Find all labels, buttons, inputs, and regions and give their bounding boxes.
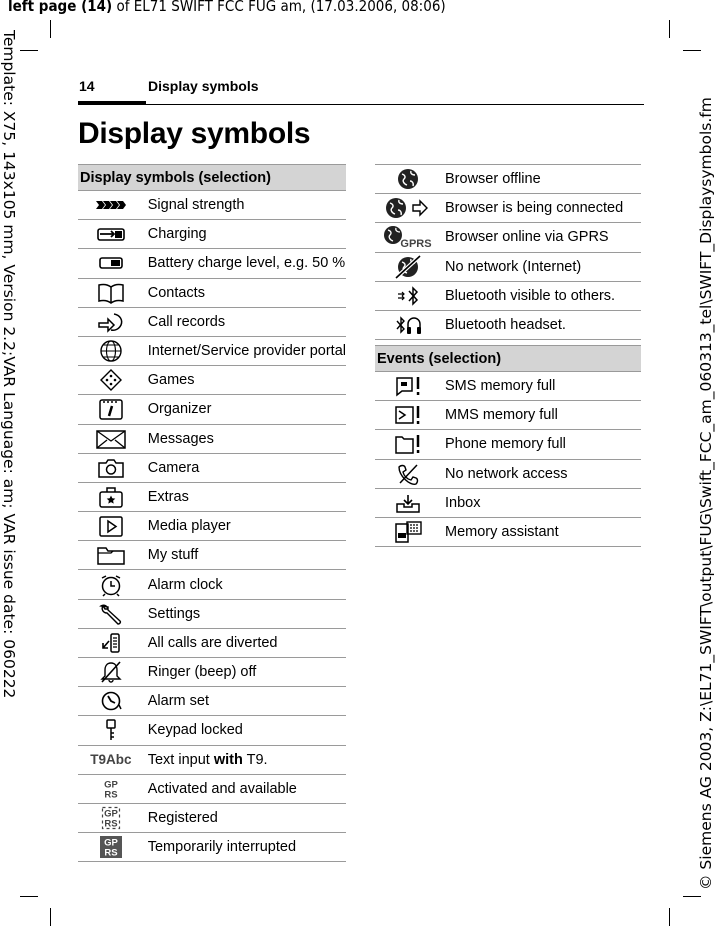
table-row	[375, 517, 641, 546]
mms-full-icon	[393, 404, 423, 426]
list-item: Messages	[144, 424, 346, 453]
list-item: No network (Internet)	[441, 252, 641, 281]
list-item: MMS memory full	[441, 401, 641, 430]
crop-mark	[50, 20, 51, 38]
list-item	[144, 745, 346, 774]
alarm-set-icon	[96, 690, 126, 712]
crop-mark	[683, 896, 701, 897]
browser-offline-icon	[393, 168, 423, 190]
call-records-icon	[96, 311, 126, 333]
ringer-off-icon	[96, 661, 126, 683]
table-row	[375, 488, 641, 517]
folder-icon	[96, 544, 126, 566]
crop-mark	[669, 20, 670, 38]
crop-mark	[683, 50, 701, 51]
list-item: Inbox	[441, 488, 641, 517]
list-item: Settings	[144, 599, 346, 628]
table-row	[78, 278, 346, 307]
crop-mark	[50, 908, 51, 926]
phone-memory-full-icon	[393, 433, 423, 455]
table-row	[375, 310, 641, 339]
table-row	[78, 833, 346, 862]
template-info-text: Template: X75, 143x105 mm, Version 2.2;VAR Language: am; VAR issue date: 060222	[0, 30, 18, 699]
events-table	[375, 345, 641, 547]
table-row	[78, 774, 346, 803]
divert-icon	[96, 632, 126, 654]
t9-icon: T9Abc	[90, 751, 132, 767]
battery-icon	[96, 252, 126, 274]
list-item: Contacts	[144, 278, 346, 307]
crop-mark	[669, 908, 670, 926]
table-header: Display symbols (selection)	[78, 165, 346, 191]
contacts-icon	[96, 282, 126, 304]
table-row	[375, 223, 641, 252]
list-item: Call records	[144, 307, 346, 336]
table-header-row	[375, 346, 641, 372]
crop-mark	[20, 50, 38, 51]
table-row	[375, 459, 641, 488]
copyright-path	[697, 30, 719, 890]
table-row	[78, 336, 346, 365]
list-item: Charging	[144, 220, 346, 249]
bluetooth-visible-icon	[393, 285, 423, 307]
table-row	[375, 194, 641, 223]
table-row	[78, 512, 346, 541]
bluetooth-headset-icon	[393, 314, 423, 336]
print-header-page: left page (14)	[8, 0, 113, 15]
camera-icon	[96, 457, 126, 479]
copyright-path-text: © Siemens AG 2003, Z:\EL71_SWIFT\output\FUG\Swift_FCC_am_060313_tel\SWIFT_Displaysymbols.fm	[697, 97, 715, 890]
list-item: Activated and available	[144, 774, 346, 803]
gprs-label-top: GP	[103, 779, 118, 791]
gprs-interrupted-icon	[96, 836, 126, 858]
table-row	[78, 541, 346, 570]
gprs-label-top: GP	[103, 837, 118, 849]
list-item: Games	[144, 366, 346, 395]
no-network-access-icon	[393, 463, 423, 485]
table-row	[375, 401, 641, 430]
list-item: Temporarily interrupted	[144, 833, 346, 862]
table-row	[78, 570, 346, 599]
table-row	[375, 165, 641, 194]
header-rule	[78, 104, 644, 105]
list-item: Browser offline	[441, 165, 641, 194]
inbox-icon	[393, 492, 423, 514]
table-row	[78, 803, 346, 832]
table-row	[78, 366, 346, 395]
table-row	[78, 658, 346, 687]
table-row	[78, 482, 346, 511]
running-title: Display symbols	[148, 78, 259, 94]
print-header	[8, 0, 446, 15]
page-number: 14	[79, 78, 95, 94]
list-item: My stuff	[144, 541, 346, 570]
signal-strength-icon	[96, 194, 126, 216]
list-item: Bluetooth visible to others.	[441, 281, 641, 310]
list-item: Phone memory full	[441, 430, 641, 459]
alarm-clock-icon	[96, 574, 126, 596]
list-item: Registered	[144, 803, 346, 832]
gprs-label-bottom: RS	[104, 789, 118, 801]
extras-icon	[96, 486, 126, 508]
browser-symbols-table	[375, 164, 641, 340]
list-item: Browser is being connected	[441, 194, 641, 223]
list-item: Ringer (beep) off	[144, 658, 346, 687]
gprs-label-top: GP	[103, 808, 118, 820]
t9-text-bold: with	[213, 751, 243, 768]
browser-connecting-icon	[385, 197, 431, 219]
list-item: SMS memory full	[441, 372, 641, 401]
table-header: Events (selection)	[375, 346, 641, 372]
page-title: Display symbols	[78, 117, 311, 150]
table-row	[78, 395, 346, 424]
table-row	[78, 716, 346, 745]
list-item: Camera	[144, 453, 346, 482]
table-row	[78, 220, 346, 249]
list-item: No network access	[441, 459, 641, 488]
charging-icon	[96, 223, 126, 245]
gprs-label-bottom: RS	[104, 847, 118, 859]
table-row	[78, 249, 346, 278]
list-item: Signal strength	[144, 191, 346, 220]
list-item: Bluetooth headset.	[441, 310, 641, 339]
globe-icon	[96, 340, 126, 362]
table-header-row	[78, 165, 346, 191]
sms-full-icon	[393, 375, 423, 397]
browser-gprs-icon	[383, 226, 433, 251]
gprs-available-icon	[96, 778, 126, 800]
organizer-icon	[96, 398, 126, 420]
table-row	[375, 252, 641, 281]
table-row	[78, 599, 346, 628]
list-item: Organizer	[144, 395, 346, 424]
crop-mark	[20, 896, 38, 897]
table-row	[78, 745, 346, 774]
key-icon	[96, 719, 126, 741]
list-item: Alarm clock	[144, 570, 346, 599]
games-icon	[96, 369, 126, 391]
list-item: Battery charge level, e.g. 50 %	[144, 249, 346, 278]
list-item: All calls are diverted	[144, 628, 346, 657]
table-row	[375, 281, 641, 310]
list-item: Keypad locked	[144, 716, 346, 745]
list-item: Media player	[144, 512, 346, 541]
table-row	[78, 687, 346, 716]
print-header-info: of EL71 SWIFT FCC FUG am, (17.03.2006, 08:06)	[112, 0, 446, 15]
list-item: Memory assistant	[441, 517, 641, 546]
memory-assistant-icon	[393, 521, 423, 543]
gprs-registered-icon	[96, 807, 126, 829]
table-row	[78, 307, 346, 336]
messages-icon	[96, 428, 126, 450]
table-row	[78, 453, 346, 482]
t9-text-post: T9.	[242, 751, 268, 768]
t9-text-pre: Text input	[147, 751, 214, 768]
list-item: Internet/Service provider portal	[144, 336, 346, 365]
no-network-internet-icon	[393, 256, 423, 278]
gprs-label: GPRS	[400, 238, 432, 251]
table-row	[78, 628, 346, 657]
media-player-icon	[96, 515, 126, 537]
list-item: Alarm set	[144, 687, 346, 716]
list-item: Extras	[144, 482, 346, 511]
list-item: Browser online via GPRS	[441, 223, 641, 252]
display-symbols-table	[78, 164, 346, 862]
template-info	[0, 30, 18, 890]
table-row	[78, 191, 346, 220]
table-row	[375, 372, 641, 401]
table-row	[375, 430, 641, 459]
wrench-icon	[96, 603, 126, 625]
gprs-label-bottom: RS	[104, 818, 118, 830]
table-row	[78, 424, 346, 453]
